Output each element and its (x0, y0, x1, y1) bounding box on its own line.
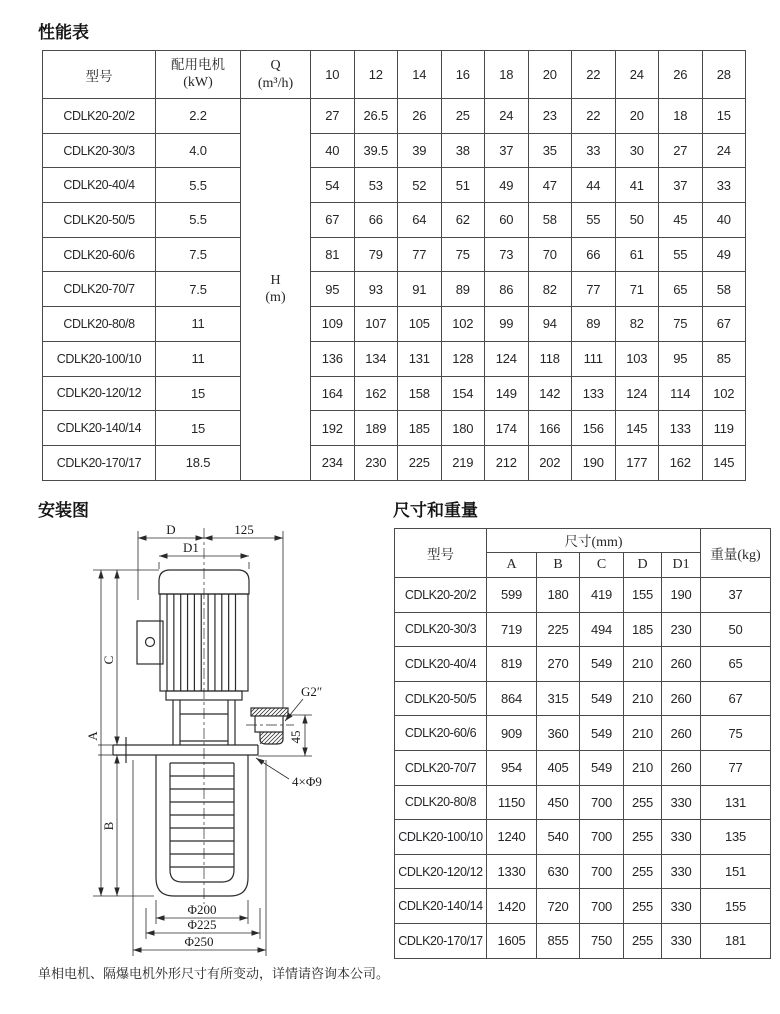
installation-drawing (38, 518, 388, 963)
dim-value-cell: 630 (537, 854, 580, 889)
dim-value-cell: 1330 (487, 854, 537, 889)
dim-value-cell: 419 (580, 578, 624, 613)
dim-value-cell: 1240 (487, 820, 537, 855)
header-text: (m³/h) (257, 75, 294, 91)
perf-model-cell: CDLK20-60/6 (43, 237, 156, 272)
dim-label-c: C (101, 655, 116, 665)
dim-value-cell: 549 (580, 647, 624, 682)
dimension-row (395, 820, 771, 855)
perf-head-value: 30 (615, 133, 659, 168)
dim-value-cell: 330 (662, 923, 701, 958)
perf-model-cell: CDLK20-30/3 (43, 133, 156, 168)
dim-value-cell: 210 (624, 750, 662, 785)
dim-value-cell: 255 (624, 889, 662, 924)
dim-model-cell: CDLK20-30/3 (395, 612, 487, 647)
dim-weight-cell: 135 (701, 820, 771, 855)
header-text: (kW) (183, 75, 213, 91)
dim-value-cell: 720 (537, 889, 580, 924)
perf-head-value: 134 (354, 341, 398, 376)
dim-value-cell: 260 (662, 750, 701, 785)
perf-head-value: 162 (354, 376, 398, 411)
dim-value-cell: 270 (537, 647, 580, 682)
performance-row (43, 168, 746, 203)
perf-head-value: 145 (615, 411, 659, 446)
dim-value-cell: 1420 (487, 889, 537, 924)
dim-value-cell: 185 (624, 612, 662, 647)
dim-value-cell: 494 (580, 612, 624, 647)
dim-col-model: 型号 (395, 529, 487, 578)
perf-head-value: 230 (354, 445, 398, 480)
header-text: H (270, 272, 281, 288)
perf-head-value: 95 (659, 341, 703, 376)
perf-head-value: 189 (354, 411, 398, 446)
dimension-row (395, 612, 771, 647)
perf-head-value: 65 (659, 272, 703, 307)
motor-outline (137, 570, 249, 700)
perf-head-value: 40 (311, 133, 355, 168)
perf-head-value: 50 (615, 203, 659, 238)
dimension-row (395, 750, 771, 785)
perf-head-value: 66 (354, 203, 398, 238)
perf-head-value: 73 (485, 237, 529, 272)
perf-head-value: 89 (441, 272, 485, 307)
perf-kw-cell: 7.5 (156, 272, 241, 307)
perf-head-value: 219 (441, 445, 485, 480)
perf-head-value: 124 (615, 376, 659, 411)
installation-title: 安装图 (38, 501, 89, 520)
dim-model-cell: CDLK20-70/7 (395, 750, 487, 785)
pump-barrel (156, 755, 248, 896)
perf-head-value: 64 (398, 203, 442, 238)
dimensions-title: 尺寸和重量 (393, 501, 478, 520)
dim-weight-cell: 65 (701, 647, 771, 682)
pump-stage-lines (170, 776, 234, 867)
perf-head-value: 60 (485, 203, 529, 238)
dim-value-cell: 225 (537, 612, 580, 647)
perf-head-value: 33 (572, 133, 616, 168)
perf-head-value: 44 (572, 168, 616, 203)
perf-col-model: 型号 (43, 51, 156, 99)
dimension-table (394, 528, 771, 959)
dim-model-cell: CDLK20-80/8 (395, 785, 487, 820)
perf-head-value: 49 (485, 168, 529, 203)
perf-head-value: 185 (398, 411, 442, 446)
perf-kw-cell: 15 (156, 411, 241, 446)
perf-col-q (241, 51, 311, 99)
dia-225-label: Φ225 (187, 917, 217, 932)
footer-note: 单相电机、隔爆电机外形尺寸有所变动，详情请咨询本公司。 (38, 966, 390, 981)
dim-value-cell: 819 (487, 647, 537, 682)
perf-head-value: 118 (528, 341, 572, 376)
dim-label-125: 125 (234, 522, 254, 537)
perf-head-value: 45 (659, 203, 703, 238)
dimension-row (395, 681, 771, 716)
perf-kw-cell: 11 (156, 341, 241, 376)
dim-value-cell: 549 (580, 750, 624, 785)
perf-kw-cell: 15 (156, 376, 241, 411)
dim-value-cell: 700 (580, 854, 624, 889)
dimension-row (395, 578, 771, 613)
perf-flow-col: 24 (615, 51, 659, 99)
dim-value-cell: 210 (624, 647, 662, 682)
perf-model-cell: CDLK20-50/5 (43, 203, 156, 238)
dim-value-cell: 255 (624, 854, 662, 889)
header-text: 配用电机 (171, 57, 225, 73)
perf-head-value: 54 (311, 168, 355, 203)
performance-row (43, 411, 746, 446)
perf-head-value: 22 (572, 99, 616, 134)
dim-value-cell: 540 (537, 820, 580, 855)
perf-head-value: 25 (441, 99, 485, 134)
dim-label-d1: D1 (183, 540, 199, 555)
performance-row (43, 133, 746, 168)
perf-model-cell: CDLK20-120/12 (43, 376, 156, 411)
perf-head-value: 202 (528, 445, 572, 480)
perf-head-value: 75 (441, 237, 485, 272)
perf-flow-col: 10 (311, 51, 355, 99)
dim-size-col: B (537, 553, 580, 578)
perf-flow-col: 18 (485, 51, 529, 99)
perf-head-value: 142 (528, 376, 572, 411)
dimension-row (395, 647, 771, 682)
performance-row (43, 341, 746, 376)
perf-flow-col: 16 (441, 51, 485, 99)
perf-model-cell: CDLK20-80/8 (43, 307, 156, 342)
perf-head-value: 70 (528, 237, 572, 272)
perf-head-value: 158 (398, 376, 442, 411)
perf-head-value: 102 (441, 307, 485, 342)
perf-head-value: 20 (615, 99, 659, 134)
perf-head-value: 149 (485, 376, 529, 411)
perf-flow-col: 20 (528, 51, 572, 99)
perf-flow-col: 26 (659, 51, 703, 99)
perf-head-value: 55 (572, 203, 616, 238)
perf-head-value: 27 (659, 133, 703, 168)
performance-row (43, 203, 746, 238)
dim-model-cell: CDLK20-20/2 (395, 578, 487, 613)
dim-model-cell: CDLK20-140/14 (395, 889, 487, 924)
discharge-port (251, 708, 288, 744)
perf-head-value: 49 (702, 237, 746, 272)
perf-kw-cell: 5.5 (156, 203, 241, 238)
perf-head-value: 94 (528, 307, 572, 342)
dim-value-cell: 1605 (487, 923, 537, 958)
dim-weight-cell: 151 (701, 854, 771, 889)
dim-weight-cell: 50 (701, 612, 771, 647)
dim-value-cell: 210 (624, 716, 662, 751)
dim-value-cell: 360 (537, 716, 580, 751)
dim-col-size-group (487, 529, 701, 553)
perf-kw-cell: 18.5 (156, 445, 241, 480)
dim-model-cell: CDLK20-60/6 (395, 716, 487, 751)
perf-head-value: 47 (528, 168, 572, 203)
perf-head-value: 145 (702, 445, 746, 480)
perf-head-value: 75 (659, 307, 703, 342)
perf-flow-col: 14 (398, 51, 442, 99)
dim-label-d: D (166, 522, 176, 537)
dim-value-cell: 700 (580, 785, 624, 820)
perf-kw-cell: 2.2 (156, 99, 241, 134)
perf-head-value: 89 (572, 307, 616, 342)
dimension-header-row1 (395, 529, 771, 553)
perf-head-value: 27 (311, 99, 355, 134)
perf-head-value: 85 (702, 341, 746, 376)
perf-head-value: 62 (441, 203, 485, 238)
perf-head-value: 119 (702, 411, 746, 446)
dim-value-cell: 750 (580, 923, 624, 958)
dim-model-cell: CDLK20-170/17 (395, 923, 487, 958)
perf-head-value: 66 (572, 237, 616, 272)
dimension-row (395, 889, 771, 924)
perf-head-value: 133 (572, 376, 616, 411)
header-text: 尺寸 (564, 534, 592, 549)
perf-head-value: 162 (659, 445, 703, 480)
dim-model-cell: CDLK20-100/10 (395, 820, 487, 855)
perf-head-value: 61 (615, 237, 659, 272)
perf-head-value: 52 (398, 168, 442, 203)
performance-header-row (43, 51, 746, 99)
performance-row (43, 445, 746, 480)
perf-head-value: 77 (572, 272, 616, 307)
dia-250-label: Φ250 (184, 934, 214, 949)
perf-head-value: 166 (528, 411, 572, 446)
perf-flow-col: 22 (572, 51, 616, 99)
dim-label-b: B (101, 821, 116, 831)
perf-flow-col: 12 (354, 51, 398, 99)
perf-head-value: 99 (485, 307, 529, 342)
header-text: (kg) (737, 547, 761, 563)
dim-value-cell: 230 (662, 612, 701, 647)
perf-head-value: 71 (615, 272, 659, 307)
perf-head-value: 39.5 (354, 133, 398, 168)
perf-head-value: 67 (702, 307, 746, 342)
perf-flow-col: 28 (702, 51, 746, 99)
perf-head-value: 26 (398, 99, 442, 134)
dim-value-cell: 260 (662, 681, 701, 716)
perf-head-value: 128 (441, 341, 485, 376)
dim-value-cell: 909 (487, 716, 537, 751)
perf-head-value: 58 (528, 203, 572, 238)
dim-size-col: A (487, 553, 537, 578)
perf-head-value: 82 (615, 307, 659, 342)
dim-size-col: D (624, 553, 662, 578)
perf-col-motor (156, 51, 241, 99)
terminal-box (137, 621, 163, 664)
perf-head-value: 136 (311, 341, 355, 376)
dim-weight-cell: 77 (701, 750, 771, 785)
perf-kw-cell: 11 (156, 307, 241, 342)
perf-head-value: 81 (311, 237, 355, 272)
perf-model-cell: CDLK20-140/14 (43, 411, 156, 446)
perf-head-value: 174 (485, 411, 529, 446)
performance-title: 性能表 (38, 23, 89, 42)
dim-model-cell: CDLK20-40/4 (395, 647, 487, 682)
perf-h-cell (241, 99, 311, 481)
perf-head-value: 156 (572, 411, 616, 446)
perf-head-value: 35 (528, 133, 572, 168)
perf-head-value: 55 (659, 237, 703, 272)
dim-value-cell: 549 (580, 681, 624, 716)
dimension-row (395, 785, 771, 820)
dim-value-cell: 255 (624, 820, 662, 855)
perf-model-cell: CDLK20-100/10 (43, 341, 156, 376)
perf-head-value: 58 (702, 272, 746, 307)
perf-kw-cell: 4.0 (156, 133, 241, 168)
perf-head-value: 107 (354, 307, 398, 342)
performance-row (43, 307, 746, 342)
perf-head-value: 15 (702, 99, 746, 134)
header-text: (mm) (591, 535, 623, 550)
dim-model-cell: CDLK20-120/12 (395, 854, 487, 889)
dia-200-label: Φ200 (187, 902, 217, 917)
perf-head-value: 37 (485, 133, 529, 168)
perf-head-value: 124 (485, 341, 529, 376)
perf-head-value: 26.5 (354, 99, 398, 134)
perf-head-value: 53 (354, 168, 398, 203)
dim-label-a: A (85, 731, 100, 741)
perf-head-value: 154 (441, 376, 485, 411)
perf-head-value: 177 (615, 445, 659, 480)
perf-head-value: 79 (354, 237, 398, 272)
dimension-row (395, 716, 771, 751)
port-thread-label: G2″ (301, 684, 323, 699)
dim-value-cell: 1150 (487, 785, 537, 820)
dim-value-cell: 315 (537, 681, 580, 716)
perf-head-value: 40 (702, 203, 746, 238)
dim-value-cell: 210 (624, 681, 662, 716)
dim-value-cell: 330 (662, 854, 701, 889)
perf-head-value: 93 (354, 272, 398, 307)
dim-value-cell: 255 (624, 785, 662, 820)
dim-value-cell: 954 (487, 750, 537, 785)
dim-value-cell: 260 (662, 716, 701, 751)
perf-head-value: 180 (441, 411, 485, 446)
perf-head-value: 82 (528, 272, 572, 307)
dim-value-cell: 155 (624, 578, 662, 613)
holes-label: 4×Φ9 (292, 774, 322, 789)
performance-row (43, 237, 746, 272)
perf-head-value: 41 (615, 168, 659, 203)
perf-head-value: 111 (572, 341, 616, 376)
perf-head-value: 24 (702, 133, 746, 168)
dim-model-cell: CDLK20-50/5 (395, 681, 487, 716)
perf-head-value: 24 (485, 99, 529, 134)
dim-value-cell: 864 (487, 681, 537, 716)
performance-row (43, 99, 746, 134)
dim-weight-cell: 131 (701, 785, 771, 820)
dim-value-cell: 599 (487, 578, 537, 613)
dim-weight-cell: 67 (701, 681, 771, 716)
dim-weight-cell: 155 (701, 889, 771, 924)
perf-head-value: 131 (398, 341, 442, 376)
perf-model-cell: CDLK20-20/2 (43, 99, 156, 134)
dimension-row (395, 854, 771, 889)
dim-value-cell: 700 (580, 820, 624, 855)
perf-head-value: 133 (659, 411, 703, 446)
perf-head-value: 67 (311, 203, 355, 238)
perf-head-value: 86 (485, 272, 529, 307)
dim-value-cell: 180 (537, 578, 580, 613)
perf-head-value: 109 (311, 307, 355, 342)
perf-head-value: 225 (398, 445, 442, 480)
dim-value-cell: 260 (662, 647, 701, 682)
dim-label-45: 45 (288, 730, 303, 744)
perf-head-value: 91 (398, 272, 442, 307)
perf-head-value: 190 (572, 445, 616, 480)
dim-weight-cell: 75 (701, 716, 771, 751)
dim-value-cell: 700 (580, 889, 624, 924)
perf-head-value: 95 (311, 272, 355, 307)
perf-head-value: 33 (702, 168, 746, 203)
dimension-row (395, 923, 771, 958)
header-text: 重量 (710, 546, 738, 562)
perf-head-value: 105 (398, 307, 442, 342)
header-text: Q (270, 58, 281, 73)
perf-model-cell: CDLK20-170/17 (43, 445, 156, 480)
perf-head-value: 164 (311, 376, 355, 411)
perf-model-cell: CDLK20-70/7 (43, 272, 156, 307)
dim-value-cell: 549 (580, 716, 624, 751)
perf-head-value: 103 (615, 341, 659, 376)
dim-value-cell: 855 (537, 923, 580, 958)
dim-value-cell: 330 (662, 820, 701, 855)
performance-row (43, 272, 746, 307)
dim-value-cell: 330 (662, 785, 701, 820)
dim-value-cell: 450 (537, 785, 580, 820)
perf-head-value: 51 (441, 168, 485, 203)
perf-head-value: 23 (528, 99, 572, 134)
perf-head-value: 234 (311, 445, 355, 480)
dim-value-cell: 330 (662, 889, 701, 924)
perf-head-value: 192 (311, 411, 355, 446)
perf-head-value: 114 (659, 376, 703, 411)
dim-size-col: D1 (662, 553, 701, 578)
dim-size-col: C (580, 553, 624, 578)
terminal-box-hole (146, 638, 155, 647)
dim-value-cell: 190 (662, 578, 701, 613)
dim-value-cell: 719 (487, 612, 537, 647)
dim-value-cell: 405 (537, 750, 580, 785)
dim-col-weight (701, 529, 771, 578)
perf-head-value: 39 (398, 133, 442, 168)
header-text: (m) (265, 290, 286, 306)
dim-weight-cell: 37 (701, 578, 771, 613)
perf-head-value: 38 (441, 133, 485, 168)
performance-row (43, 376, 746, 411)
perf-head-value: 212 (485, 445, 529, 480)
perf-head-value: 102 (702, 376, 746, 411)
dim-weight-cell: 181 (701, 923, 771, 958)
perf-head-value: 18 (659, 99, 703, 134)
perf-kw-cell: 7.5 (156, 237, 241, 272)
perf-kw-cell: 5.5 (156, 168, 241, 203)
perf-head-value: 77 (398, 237, 442, 272)
perf-model-cell: CDLK20-40/4 (43, 168, 156, 203)
performance-table (42, 50, 746, 481)
perf-head-value: 37 (659, 168, 703, 203)
motor-fins (167, 594, 236, 691)
dim-value-cell: 255 (624, 923, 662, 958)
